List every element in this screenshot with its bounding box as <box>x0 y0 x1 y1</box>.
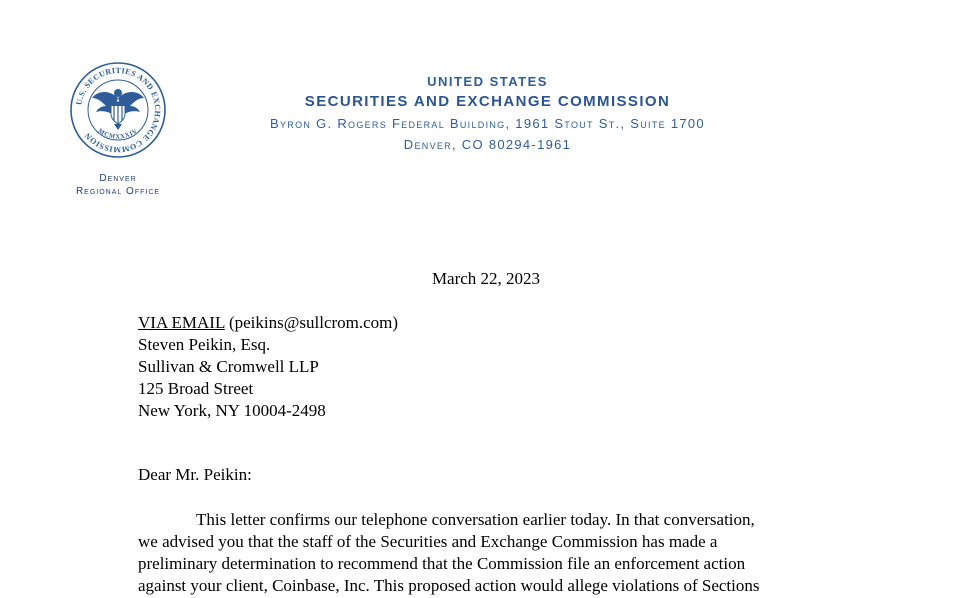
letterhead-city: Denver, CO 80294-1961 <box>403 137 572 152</box>
sec-seal-logo <box>68 60 168 160</box>
letter-body <box>138 509 838 597</box>
letterhead <box>200 72 775 155</box>
recipient-address <box>138 312 398 422</box>
via-email-label: VIA EMAIL <box>138 313 225 332</box>
letterhead-agency: SECURITIES AND EXCHANGE COMMISSION <box>304 93 671 110</box>
recipient-city: New York, NY 10004-2498 <box>138 401 326 420</box>
recipient-name: Steven Peikin, Esq. <box>138 335 271 354</box>
recipient-street: 125 Broad Street <box>138 379 254 398</box>
body-line-2: we advised you that the staff of the Securities and Exchange Commission has made a <box>138 532 718 551</box>
body-line-3: preliminary determination to recommend that the Commission file an enforcement action <box>138 554 746 573</box>
office-line-2: Regional Office <box>75 186 161 197</box>
svg-text:U.S. SECURITIES AND EXCHANGE C: U.S. SECURITIES AND EXCHANGE COMMISSION <box>74 65 163 155</box>
body-line-1: This letter confirms our telephone conversation earlier today. In that conversation, <box>196 510 755 529</box>
body-line-4: against your client, Coinbase, Inc. This proposed action would allege violations of Sections <box>138 576 760 595</box>
regional-office-label <box>60 172 176 198</box>
letterhead-country: UNITED STATES <box>427 74 548 89</box>
recipient-firm: Sullivan & Cromwell LLP <box>138 357 319 376</box>
letter-date: March 22, 2023 <box>431 269 541 288</box>
svg-text:MCMXXXIV: MCMXXXIV <box>96 127 140 141</box>
recipient-email: (peikins@sullcrom.com) <box>228 313 399 332</box>
delivery-method-line <box>138 312 398 334</box>
office-line-1: Denver <box>99 173 137 184</box>
letterhead-building: Byron G. Rogers Federal Building, 1961 Stout St., Suite 1700 <box>270 116 705 131</box>
salutation: Dear Mr. Peikin: <box>138 465 252 484</box>
